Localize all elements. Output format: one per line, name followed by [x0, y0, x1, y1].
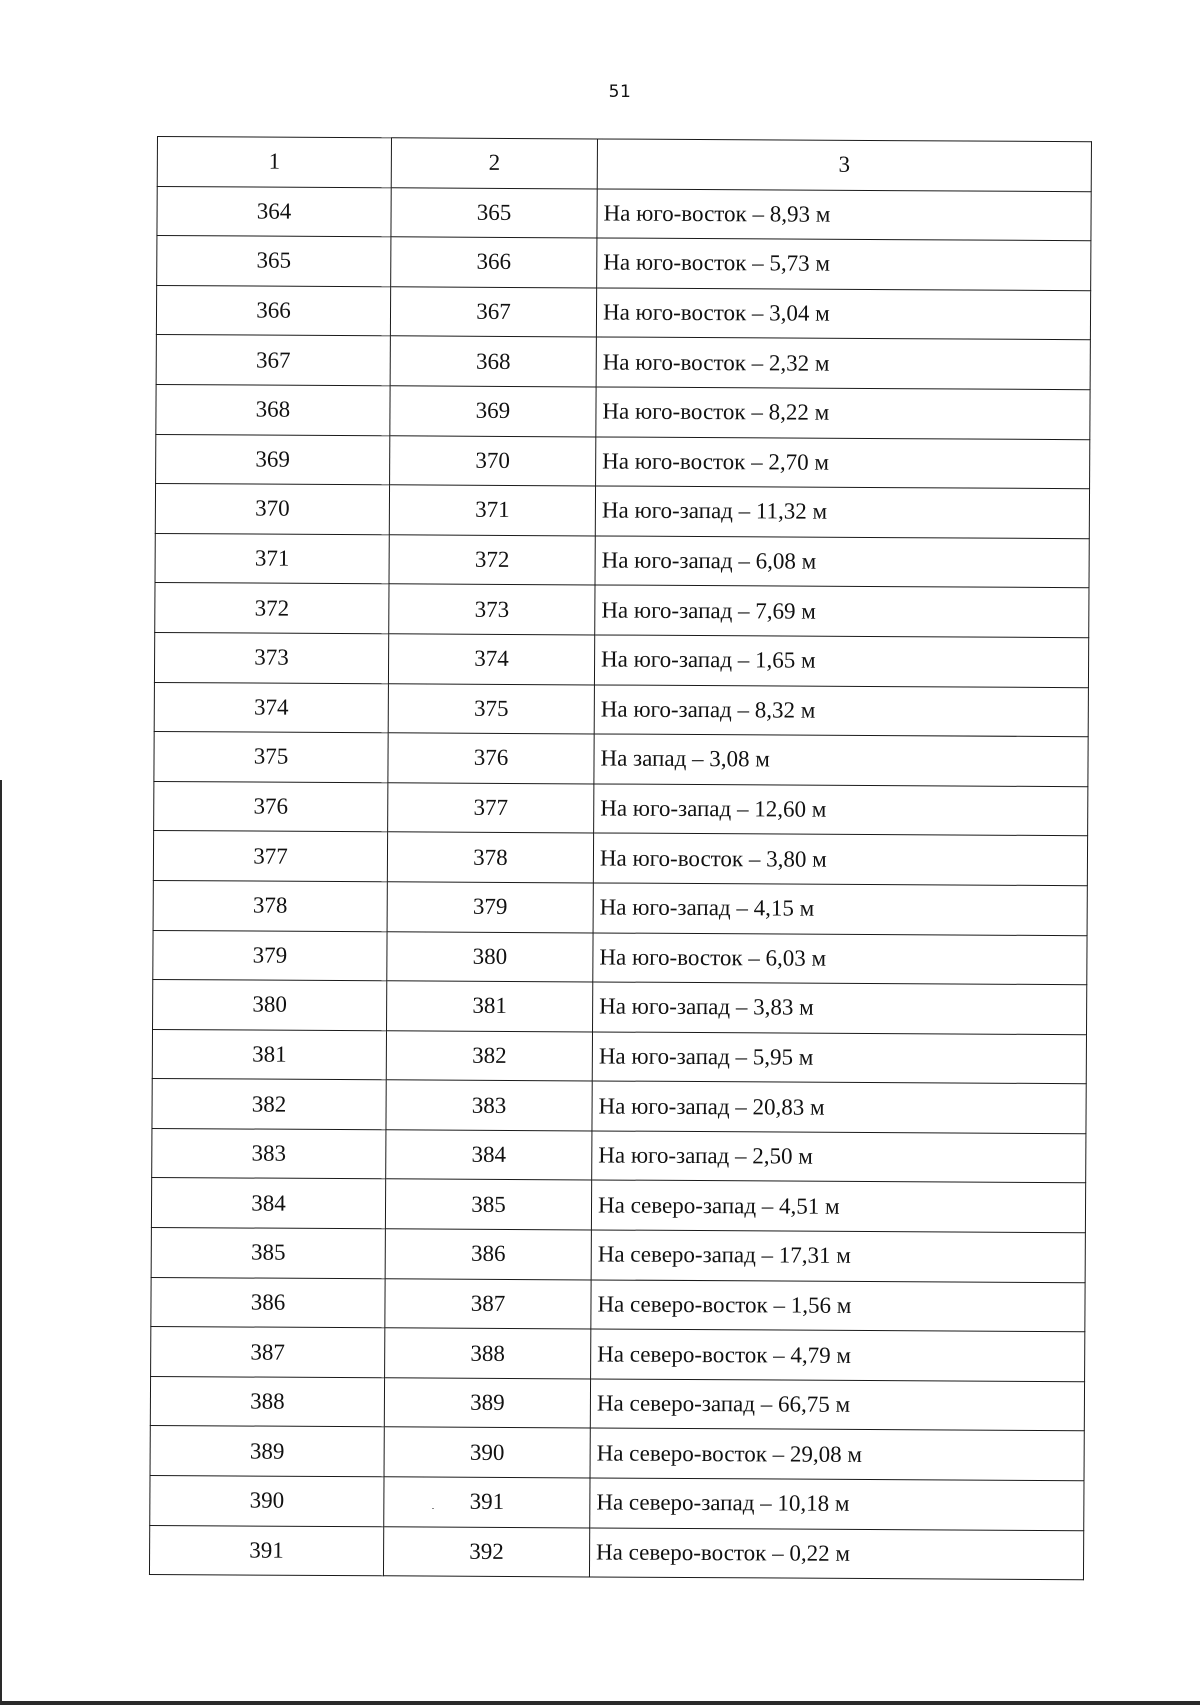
- table-row: [156, 434, 1090, 489]
- table-row: [155, 484, 1089, 539]
- table-row: [155, 533, 1089, 588]
- point-from-cell: 370: [155, 484, 389, 535]
- direction-distance-cell: На юго-восток – 3,04 м: [596, 288, 1090, 340]
- point-from-cell: 385: [151, 1228, 385, 1279]
- point-to-cell: 368: [390, 336, 596, 387]
- point-to-cell: 375: [388, 683, 594, 734]
- table-row: [150, 1426, 1084, 1481]
- direction-distance-cell: На юго-запад – 12,60 м: [594, 784, 1088, 836]
- direction-distance-cell: На юго-восток – 5,73 м: [597, 238, 1091, 290]
- table-row: [149, 1525, 1083, 1580]
- point-from-cell: 376: [154, 781, 388, 832]
- point-to-cell: 366: [391, 237, 597, 288]
- point-from-cell: 382: [152, 1079, 386, 1130]
- point-from-cell: 375: [154, 732, 388, 783]
- point-to-cell: 370: [390, 435, 596, 486]
- direction-distance-cell: На северо-запад – 4,51 м: [591, 1180, 1085, 1232]
- table-row: [150, 1376, 1084, 1431]
- table-row: [151, 1277, 1085, 1332]
- table-row: [151, 1327, 1085, 1382]
- point-from-cell: 364: [157, 186, 391, 237]
- direction-distance-cell: На северо-запад – 17,31 м: [591, 1230, 1085, 1282]
- direction-distance-cell: На северо-запад – 66,75 м: [590, 1379, 1084, 1431]
- point-to-cell: 392: [383, 1526, 589, 1577]
- point-from-cell: 389: [150, 1426, 384, 1477]
- point-from-cell: 371: [155, 533, 389, 584]
- point-to-cell: 378: [387, 832, 593, 883]
- point-from-cell: 383: [152, 1128, 386, 1179]
- direction-distance-cell: На юго-восток – 3,80 м: [593, 833, 1087, 885]
- table-row: [154, 682, 1088, 737]
- point-to-cell: 390: [384, 1427, 590, 1478]
- point-from-cell: 378: [153, 880, 387, 931]
- direction-distance-cell: На юго-восток – 8,22 м: [596, 387, 1090, 439]
- direction-distance-cell: На юго-восток – 6,03 м: [593, 932, 1087, 984]
- point-to-cell: 377: [388, 783, 594, 834]
- scan-edge-bottom: [0, 1701, 1200, 1705]
- direction-distance-cell: На запад – 3,08 м: [594, 734, 1088, 786]
- direction-distance-cell: На северо-запад – 10,18 м: [590, 1478, 1084, 1530]
- point-to-cell: 372: [389, 535, 595, 586]
- point-from-cell: 387: [151, 1327, 385, 1378]
- table-row: [153, 980, 1087, 1035]
- point-from-cell: 381: [152, 1029, 386, 1080]
- point-from-cell: 386: [151, 1277, 385, 1328]
- point-to-cell: 387: [385, 1278, 591, 1329]
- direction-distance-cell: На юго-запад – 2,50 м: [592, 1131, 1086, 1183]
- table-row: [156, 384, 1090, 439]
- table-row: [152, 1128, 1086, 1183]
- point-from-cell: 368: [156, 384, 390, 435]
- point-to-cell: 374: [388, 634, 594, 685]
- direction-distance-cell: На северо-восток – 4,79 м: [591, 1329, 1085, 1381]
- point-from-cell: 365: [157, 236, 391, 287]
- direction-distance-cell: На юго-запад – 1,65 м: [594, 635, 1088, 687]
- scan-edge-left: [0, 780, 2, 1705]
- point-to-cell: 373: [389, 584, 595, 635]
- table-row: [152, 1029, 1086, 1084]
- direction-distance-cell: На юго-запад – 8,32 м: [594, 684, 1088, 736]
- direction-distance-cell: На северо-восток – 1,56 м: [591, 1280, 1085, 1332]
- direction-distance-cell: На северо-восток – 29,08 м: [590, 1428, 1084, 1480]
- point-to-cell: 379: [387, 882, 593, 933]
- table-row: [156, 335, 1090, 390]
- point-to-cell: 391: [384, 1477, 590, 1528]
- table-row: [151, 1178, 1085, 1233]
- point-from-cell: 367: [156, 335, 390, 386]
- point-to-cell: 380: [387, 931, 593, 982]
- point-from-cell: 374: [154, 682, 388, 733]
- point-from-cell: 380: [153, 980, 387, 1031]
- direction-distance-cell: На юго-запад – 11,32 м: [595, 486, 1089, 538]
- point-to-cell: 382: [386, 1030, 592, 1081]
- point-to-cell: 388: [385, 1328, 591, 1379]
- point-from-cell: 377: [153, 831, 387, 882]
- point-from-cell: 372: [155, 583, 389, 634]
- table-row: [157, 236, 1091, 291]
- table-body: [149, 186, 1091, 1580]
- boundary-table: [149, 136, 1092, 1580]
- point-to-cell: 365: [391, 187, 597, 238]
- table-row: [153, 831, 1087, 886]
- point-to-cell: 389: [384, 1378, 590, 1429]
- point-to-cell: 384: [386, 1130, 592, 1181]
- direction-distance-cell: На юго-восток – 8,93 м: [597, 189, 1091, 241]
- column-header: 1: [157, 137, 391, 188]
- point-from-cell: 391: [149, 1525, 383, 1576]
- point-to-cell: 376: [388, 733, 594, 784]
- direction-distance-cell: На юго-запад – 6,08 м: [595, 536, 1089, 588]
- direction-distance-cell: На юго-восток – 2,70 м: [596, 437, 1090, 489]
- point-to-cell: 367: [390, 287, 596, 338]
- table-row: [154, 732, 1088, 787]
- table-row: [153, 930, 1087, 985]
- direction-distance-cell: На юго-запад – 7,69 м: [595, 585, 1089, 637]
- table-row: [152, 1079, 1086, 1134]
- direction-distance-cell: На северо-восток – 0,22 м: [589, 1528, 1083, 1580]
- scan-speck: [432, 1508, 434, 1509]
- direction-distance-cell: На юго-запад – 20,83 м: [592, 1081, 1086, 1133]
- table-row: [153, 880, 1087, 935]
- column-header: 3: [597, 139, 1091, 191]
- direction-distance-cell: На юго-запад – 4,15 м: [593, 883, 1087, 935]
- point-from-cell: 384: [151, 1178, 385, 1229]
- table-row: [157, 186, 1091, 241]
- point-from-cell: 390: [150, 1476, 384, 1527]
- column-header: 2: [391, 138, 597, 189]
- point-from-cell: 379: [153, 930, 387, 981]
- direction-distance-cell: На юго-запад – 3,83 м: [593, 982, 1087, 1034]
- point-to-cell: 369: [390, 386, 596, 437]
- table-row: [154, 781, 1088, 836]
- point-to-cell: 385: [385, 1179, 591, 1230]
- direction-distance-cell: На юго-восток – 2,32 м: [596, 337, 1090, 389]
- point-to-cell: 386: [385, 1229, 591, 1280]
- page-number: 51: [608, 82, 632, 102]
- point-from-cell: 388: [150, 1376, 384, 1427]
- table-row: [156, 285, 1090, 340]
- table-row: [151, 1228, 1085, 1283]
- point-to-cell: 371: [389, 485, 595, 536]
- table-row: [150, 1476, 1084, 1531]
- point-from-cell: 373: [154, 632, 388, 683]
- table-row: [155, 583, 1089, 638]
- table-header-row: [157, 137, 1091, 192]
- point-to-cell: 383: [386, 1080, 592, 1131]
- point-from-cell: 366: [156, 285, 390, 336]
- table-row: [154, 632, 1088, 687]
- point-to-cell: 381: [387, 981, 593, 1032]
- point-from-cell: 369: [156, 434, 390, 485]
- direction-distance-cell: На юго-запад – 5,95 м: [592, 1032, 1086, 1084]
